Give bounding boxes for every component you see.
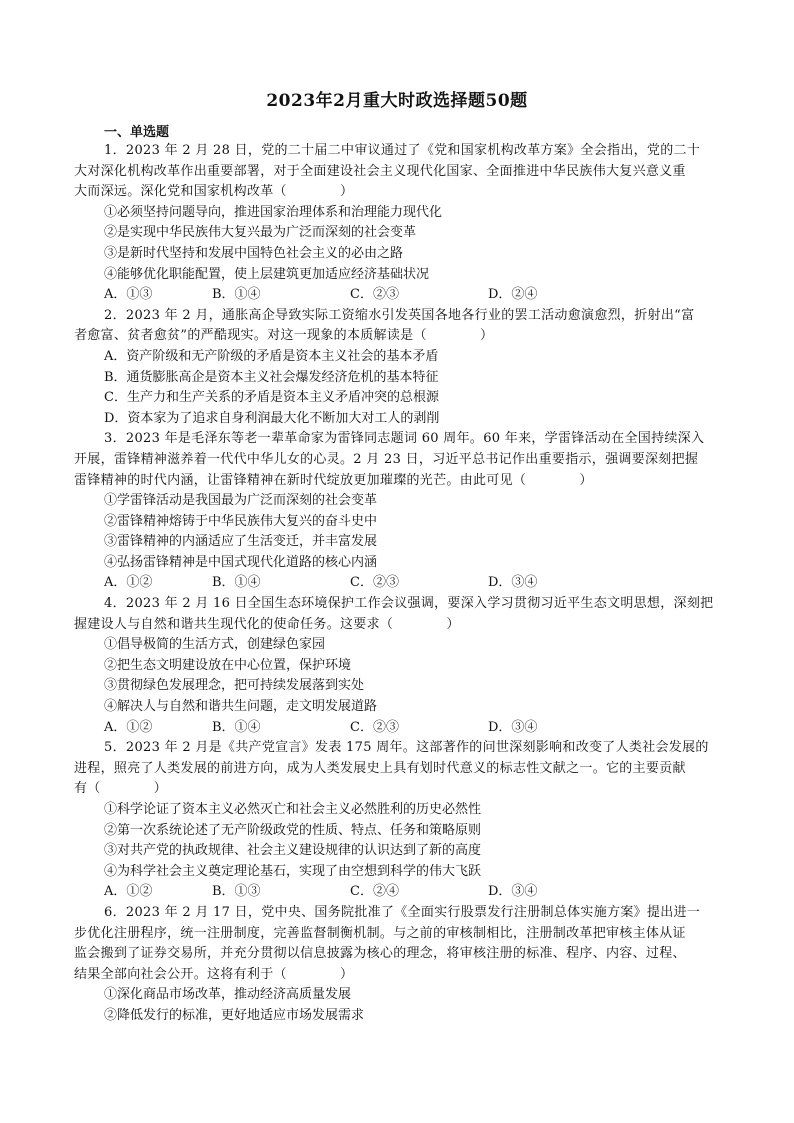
question-6	[0, 903, 794, 1027]
option-d: D．③④	[488, 575, 538, 591]
statement: ④弘扬雷锋精神是中国式现代化道路的核心内涵	[104, 554, 378, 570]
question-text-line: 5．2023 年 2 月是《共产党宣言》发表 175 周年。这部著作的问世深刻影响和改变了人类社会发展的	[104, 740, 709, 756]
statement: ①必须坚持问题导向，推进国家治理体系和治理能力现代化	[104, 204, 443, 220]
statement: ①深化商品市场改革，推动经济高质量发展	[104, 987, 352, 1003]
statement: ②把生态文明建设放在中心位置，保护环境	[104, 657, 352, 673]
question-text-line: 握建设人与自然和谐共生现代化的使命任务。这要求（ ）	[74, 616, 460, 632]
question-text-line: 有（ ）	[74, 781, 168, 797]
question-text-line: 开展，雷锋精神滋养着一代代中华儿女的心灵。2 月 23 日，习近平总书记作出重要指示，强调要深刻把握	[74, 451, 699, 467]
question-text-line: 大对深化机构改革作出重要部署，对于全面建设社会主义现代化国家、全面推进中华民族伟大复兴意义重	[74, 163, 686, 179]
statement: ①倡导极简的生活方式，创建绿色家园	[104, 637, 326, 653]
statement: ④为科学社会主义奠定理论基石，实现了由空想到科学的伟大飞跃	[104, 863, 482, 879]
option-d: D．③④	[488, 719, 538, 735]
question-4	[0, 594, 794, 738]
question-2	[0, 306, 794, 430]
question-text-line: 结果全部向社会公开。这将有利于（ ）	[74, 966, 354, 982]
statement: ③贯彻绿色发展理念，把可持续发展落到实处	[104, 678, 365, 694]
option-b: B．①③	[212, 884, 261, 900]
question-text-line: 大而深远。深化党和国家机构改革（ ）	[74, 184, 354, 200]
option-b: B．①④	[212, 287, 261, 303]
question-text-line: 3．2023 年是毛泽东等老一辈革命家为雷锋同志题词 60 周年。60 年来，学雷锋活动在全国持续深入	[104, 431, 705, 447]
option-b: B．①④	[212, 575, 261, 591]
option-a: A．①③	[104, 287, 153, 303]
question-text-line: 2．2023 年 2 月，通胀高企导致实际工资缩水引发英国各地各行业的罢工活动愈演愈烈，折射出“富	[104, 307, 695, 323]
option-a: A．资产阶级和无产阶级的矛盾是资本主义社会的基本矛盾	[104, 348, 439, 364]
statement: ①学雷锋活动是我国最为广泛而深刻的社会变革	[104, 493, 378, 509]
section-heading: 一、单选题	[104, 125, 170, 140]
question-text-line: 监会搬到了证券交易所，并充分贯彻以信息披露为核心的理念，将审核注册的标准、程序、内容、过程、	[74, 946, 686, 962]
option-a: A．①②	[104, 884, 153, 900]
option-d: D．资本家为了追求自身利润最大化不断加大对工人的剥削	[104, 410, 440, 426]
question-text-line: 4．2023 年 2 月 16 日全国生态环境保护工作会议强调，要深入学习贯彻习近平生态文明思想，深刻把	[104, 596, 714, 612]
question-text-line: 雷锋精神的时代内涵，让雷锋精神在新时代绽放更加璀璨的光芒。由此可见（ ）	[74, 472, 593, 488]
statement: ②降低发行的标准，更好地适应市场发展需求	[104, 1007, 365, 1023]
statement: ③对共产党的执政规律、社会主义建设规律的认识达到了新的高度	[104, 843, 482, 859]
question-text-line: 步优化注册程序，统一注册制度，完善监督制衡机制。与之前的审核制相比，注册制改革把审核主体从证	[74, 925, 686, 941]
question-text-line: 1．2023 年 2 月 28 日，党的二十届二中审议通过了《党和国家机构改革方案》全会指出，党的二十	[104, 143, 701, 158]
answer-options	[0, 882, 794, 903]
option-a: A．①②	[104, 575, 153, 591]
option-c: C．②③	[350, 287, 399, 303]
option-b: B．①④	[212, 719, 261, 735]
option-c: C．②③	[350, 575, 399, 591]
answer-options	[0, 573, 794, 594]
question-list	[0, 141, 794, 1027]
page-title: 2023年2月重大时政选择题50题	[266, 91, 528, 111]
question-text-line: 者愈富、贫者愈贫”的严酷现实。对这一现象的本质解读是（ ）	[74, 328, 494, 344]
option-a: A．①②	[104, 719, 153, 735]
statement: ③是新时代坚持和发展中国特色社会主义的必由之路	[104, 245, 404, 261]
statement: ④解决人与自然和谐共生问题，走文明发展道路	[104, 699, 378, 715]
option-c: C．②④	[350, 884, 399, 900]
statement: ③雷锋精神的内涵适应了生活变迁，并丰富发展	[104, 534, 378, 550]
option-c: C．②③	[350, 719, 399, 735]
statement: ②雷锋精神熔铸于中华民族伟大复兴的奋斗史中	[104, 513, 378, 529]
question-5	[0, 738, 794, 903]
option-b: B．通货膨胀高企是资本主义社会爆发经济危机的基本特征	[104, 369, 439, 385]
statement: ②第一次系统论述了无产阶级政党的性质、特点、任务和策略原则	[104, 822, 482, 838]
answer-options	[0, 285, 794, 306]
option-d: D．③④	[488, 884, 538, 900]
answer-options	[0, 718, 794, 739]
question-text-line: 进程，照亮了人类发展的前进方向，成为人类发展史上具有划时代意义的标志性文献之一。它的主要贡献	[74, 760, 686, 776]
option-c: C．生产力和生产关系的矛盾是资本主义矛盾冲突的总根源	[104, 390, 439, 406]
question-3	[0, 429, 794, 594]
statement: ④能够优化职能配置，使上层建筑更加适应经济基础状况	[104, 266, 430, 282]
question-1	[0, 141, 794, 306]
question-text-line: 6．2023 年 2 月 17 日，党中央、国务院批准了《全面实行股票发行注册制总体实施方案》提出进一	[104, 904, 701, 920]
statement: ②是实现中华民族伟大复兴最为广泛而深刻的社会变革	[104, 225, 417, 241]
option-d: D．②④	[488, 287, 538, 303]
statement: ①科学论证了资本主义必然灭亡和社会主义必然胜利的历史必然性	[104, 802, 482, 817]
